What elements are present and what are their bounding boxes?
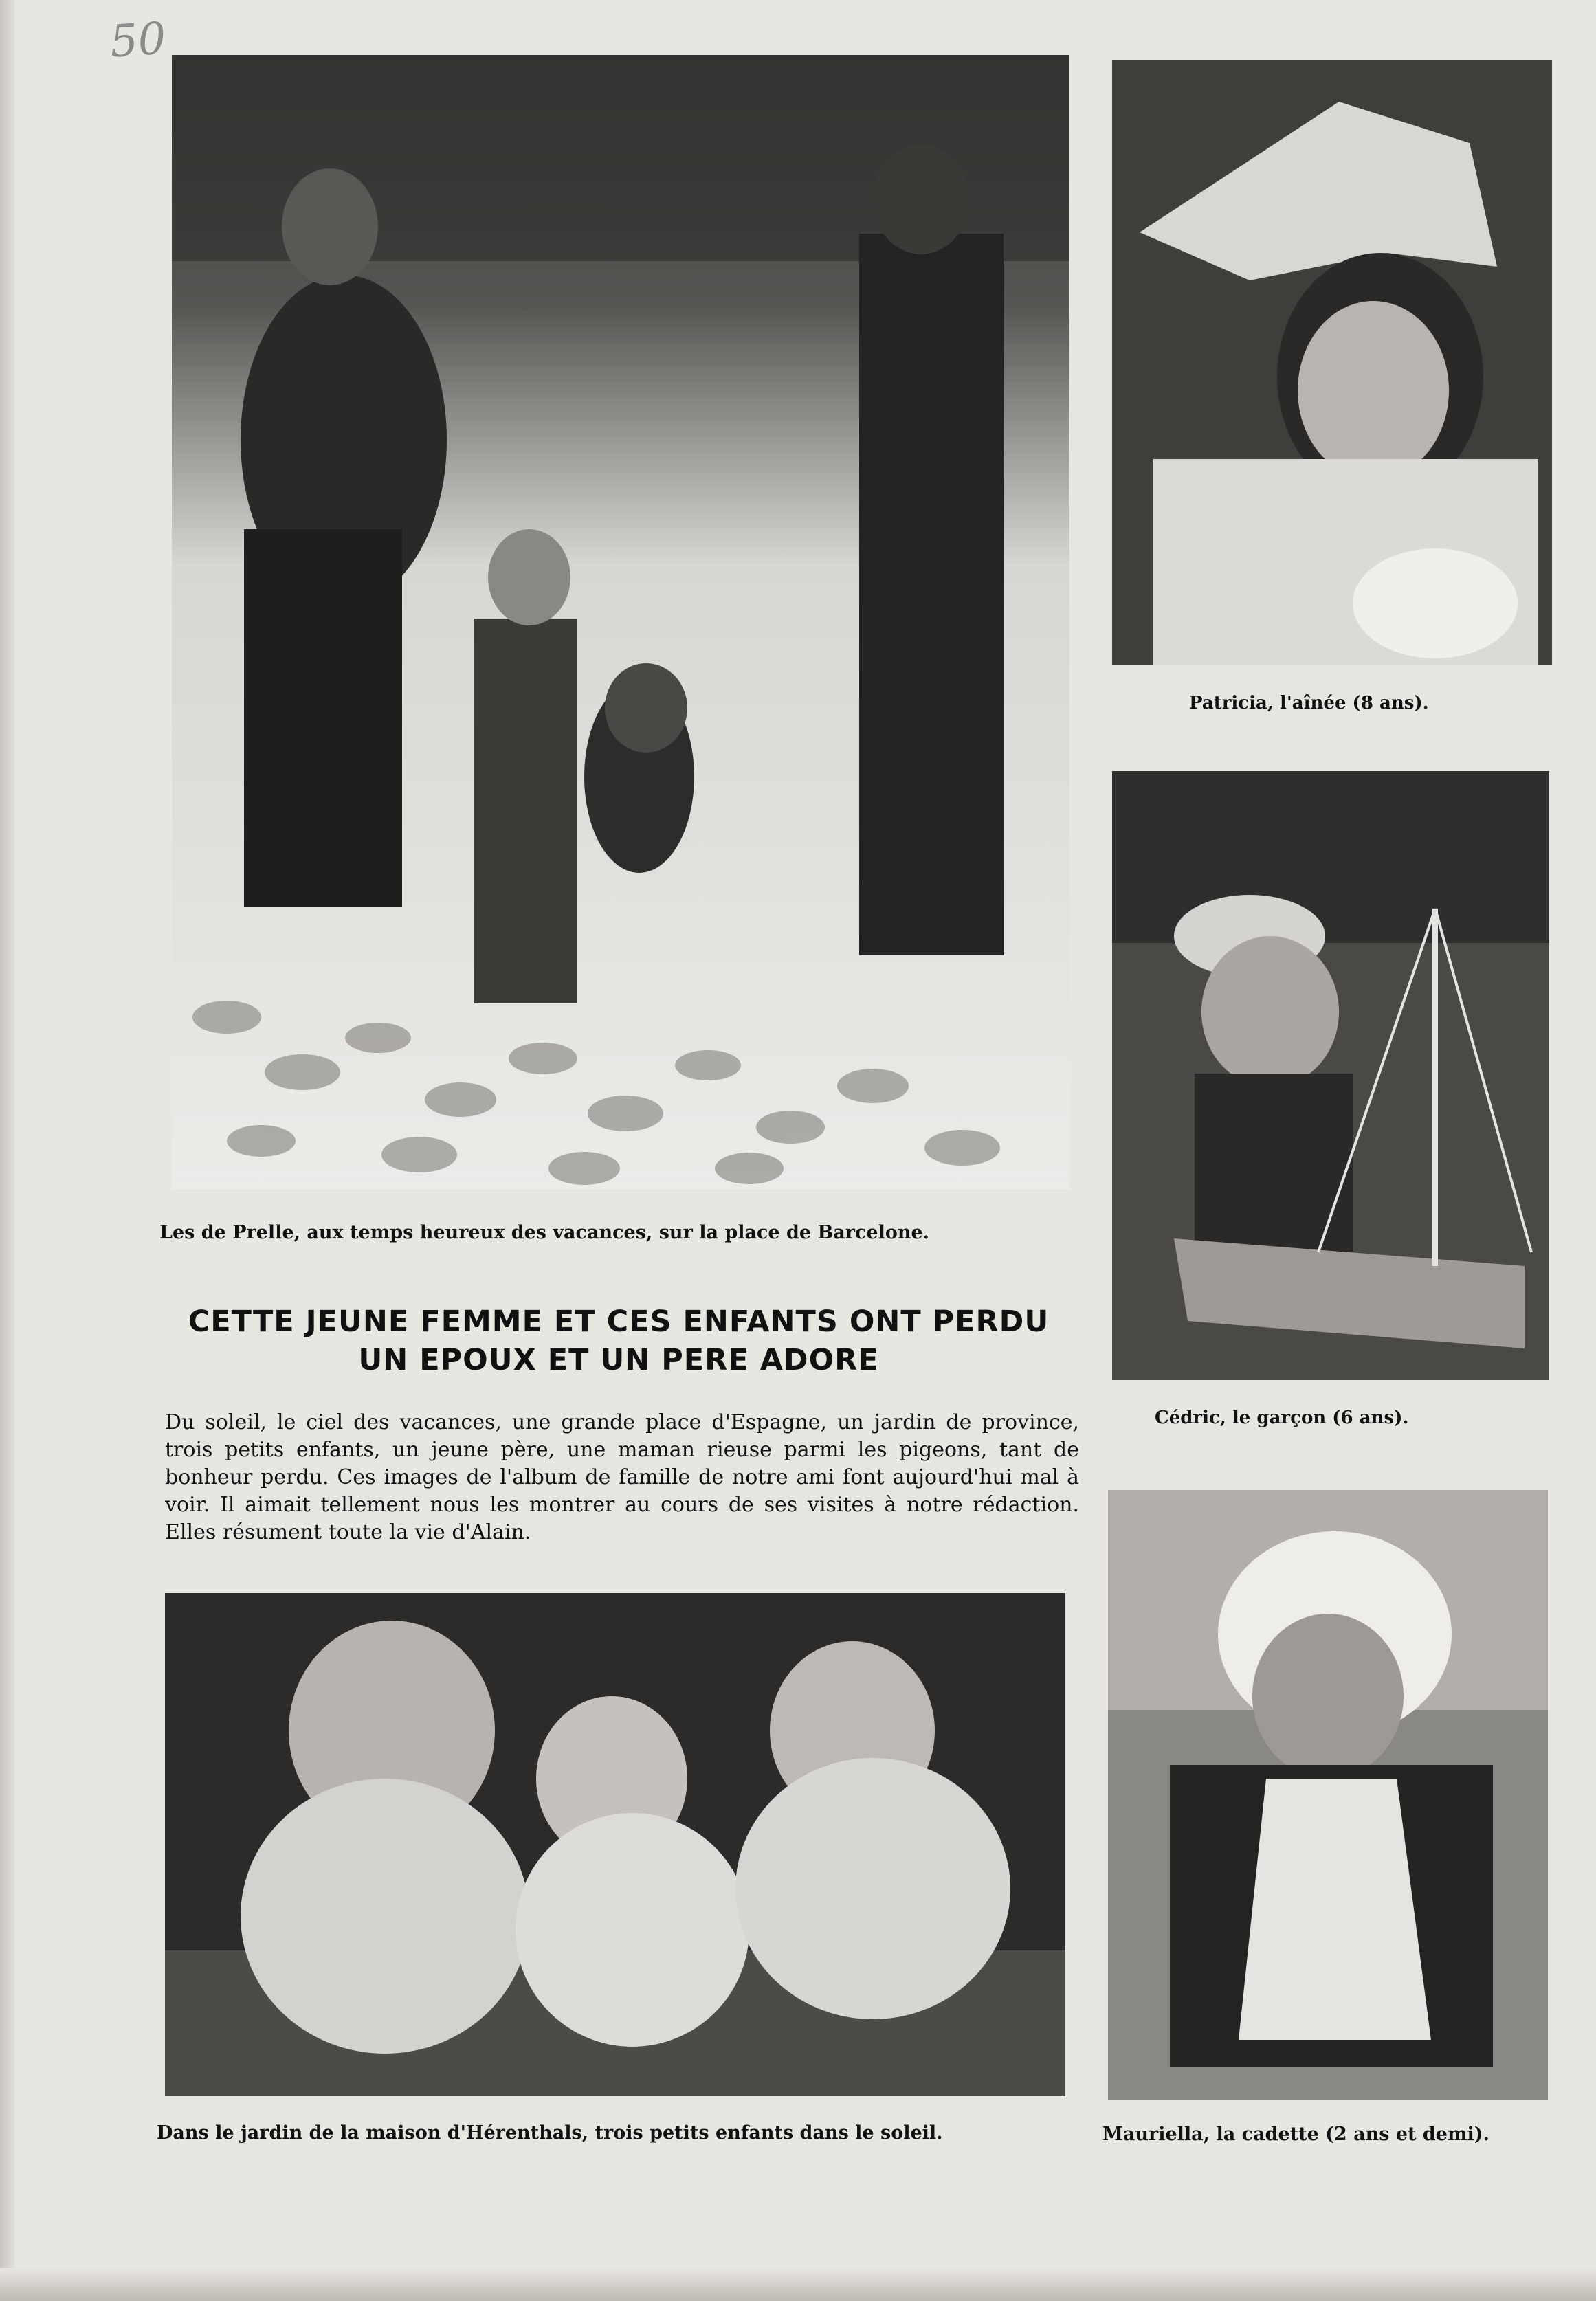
article-body: Du soleil, le ciel des vacances, une grande place d'Espagne, un jardin de province, trois petits enfants, un jeune père, une maman rieuse parmi les pigeons, tant de bonheur perdu. Ces images de l'album de famille de notre ami font aujourd'hui mal à voir. Il aimait tellement nous les montrer au cours de ses visites à notre rédaction. Elles résument toute la vie d'Alain. xyxy=(165,1410,1079,1544)
photo-barcelona xyxy=(172,55,1069,1189)
caption-barcelona: Les de Prelle, aux temps heureux des vacances, sur la place de Barcelone. xyxy=(159,1222,930,1243)
photo-mauriella xyxy=(1108,1490,1548,2100)
photo-cedric xyxy=(1112,771,1549,1380)
headline-line-2: UN EPOUX ET UN PERE ADORE xyxy=(358,1343,879,1377)
article-headline xyxy=(162,1302,1075,1379)
caption-garden: Dans le jardin de la maison d'Hérenthals, trois petits enfants dans le soleil. xyxy=(157,2122,943,2144)
photo-patricia xyxy=(1112,60,1552,665)
caption-patricia: Patricia, l'aînée (8 ans). xyxy=(1189,693,1429,713)
caption-cedric: Cédric, le garçon (6 ans). xyxy=(1155,1408,1409,1428)
headline-line-1: CETTE JEUNE FEMME ET CES ENFANTS ONT PERDU xyxy=(188,1304,1050,1339)
page-bottom-edge xyxy=(0,2268,1596,2301)
page-number-annotation: 50 xyxy=(108,13,168,68)
page-edge xyxy=(0,0,15,2301)
photo-garden xyxy=(165,1593,1065,2096)
caption-mauriella: Mauriella, la cadette (2 ans et demi). xyxy=(1102,2124,1489,2145)
